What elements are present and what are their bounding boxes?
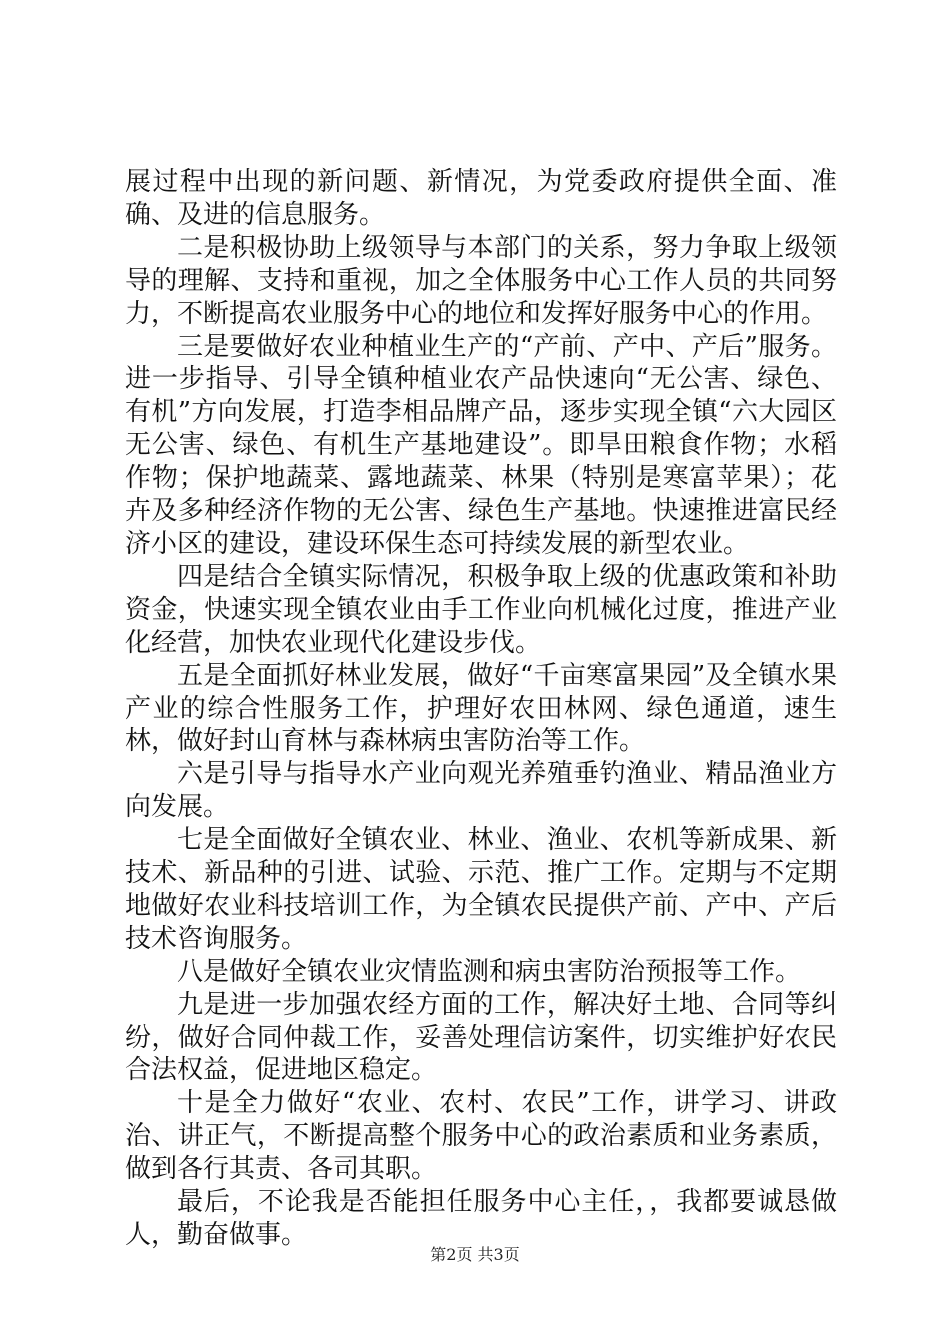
page-number-footer: 第2页 共3页 — [430, 1245, 520, 1264]
paragraph-conclusion: 最后，不论我是否能担任服务中心主任，，我都要诚恳做人，勤奋做事。 — [125, 1187, 837, 1250]
paragraph-item-10: 十是全力做好“农业、农村、农民”工作，讲学习、讲政治、讲正气，不断提高整个服务中心的政治素质和业务素质，做到各行其责、各司其职。 — [125, 1088, 837, 1185]
paragraph-item-4: 四是结合全镇实际情况，积极争取上级的优惠政策和补助资金，快速实现全镇农业由手工作业向机械化过度，推进产业化经营，加快农业现代化建设步伐。 — [125, 561, 837, 658]
paragraph-item-8: 八是做好全镇农业灾情监测和病虫害防治预报等工作。 — [177, 956, 802, 987]
paragraph-item-9: 九是进一步加强农经方面的工作，解决好土地、合同等纠纷，做好合同仲裁工作，妥善处理信访案件，切实维护好农民合法权益，促进地区稳定。 — [125, 989, 837, 1086]
paragraph-continuation: 展过程中出现的新问题、新情况，为党委政府提供全面、准确、及进的信息服务。 — [125, 167, 837, 230]
paragraph-item-3: 三是要做好农业种植业生产的“产前、产中、产后”服务。进一步指导、引导全镇种植业农产品快速向“无公害、绿色、有机”方向发展，打造李相品牌产品，逐步实现全镇“六大园区无公害、绿色、有机生产基地建设”。即旱田粮食作物；水稻作物；保护地蔬菜、露地蔬菜、林果（特别是寒富苹果）；花卉及多种经济作物的无公害、绿色生产基地。快速推进富民经济小区的建设，建设环保生态可持续发展的新型农业。 — [125, 331, 837, 559]
paragraph-item-2: 二是积极协助上级领导与本部门的关系，努力争取上级领导的理解、支持和重视，加之全体服务中心工作人员的共同努力，不断提高农业服务中心的地位和发挥好服务中心的作用。 — [125, 232, 837, 329]
document-body — [125, 166, 837, 1252]
paragraph-item-6: 六是引导与指导水产业向观光养殖垂钓渔业、精品渔业方向发展。 — [125, 759, 837, 823]
paragraph-item-7: 七是全面做好全镇农业、林业、渔业、农机等新成果、新技术、新品种的引进、试验、示范、推广工作。定期与不定期地做好农业科技培训工作，为全镇农民提供产前、产中、产后技术咨询服务。 — [125, 825, 837, 954]
paragraph-item-5: 五是全面抓好林业发展，做好“千亩寒富果园”及全镇水果产业的综合性服务工作，护理好农田林网、绿色通道，速生林，做好封山育林与森林病虫害防治等工作。 — [125, 660, 837, 757]
